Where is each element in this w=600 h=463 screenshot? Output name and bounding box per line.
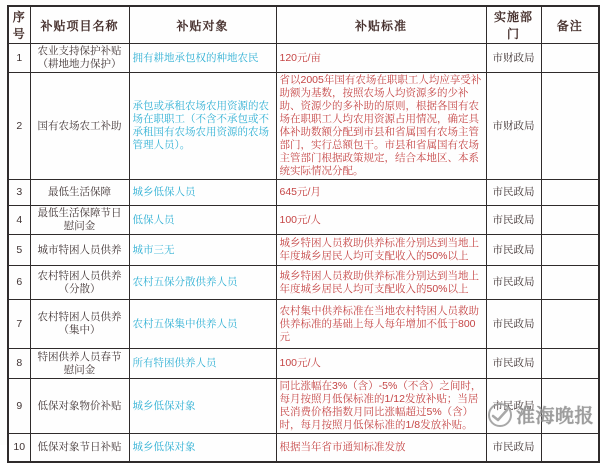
table-row bbox=[8, 434, 599, 462]
cell-project-name: 特困供养人员春节慰问金 bbox=[30, 349, 129, 379]
table-row bbox=[8, 73, 599, 180]
cell-no: 3 bbox=[8, 180, 30, 206]
col-header-project-name: 补贴项目名称 bbox=[30, 6, 129, 44]
cell-standard: 城乡特困人员救助供养标准分别达到当地上年度城乡居民人均可支配收入的50%以上 bbox=[276, 235, 486, 266]
col-header-department: 实施部门 bbox=[486, 6, 541, 44]
col-header-target: 补贴对象 bbox=[129, 6, 276, 44]
cell-standard: 根据当年省市通知标准发放 bbox=[276, 434, 486, 462]
cell-target: 低保人员 bbox=[129, 206, 276, 235]
table-row bbox=[8, 235, 599, 266]
cell-no: 6 bbox=[8, 266, 30, 300]
cell-target: 农村五保分散供养人员 bbox=[129, 266, 276, 300]
cell-note bbox=[541, 300, 599, 349]
cell-no: 5 bbox=[8, 235, 30, 266]
cell-no: 10 bbox=[8, 434, 30, 462]
cell-note bbox=[541, 180, 599, 206]
cell-department: 市民政局 bbox=[486, 180, 541, 206]
col-header-standard: 补贴标准 bbox=[276, 6, 486, 44]
cell-project-name: 低保对象物价补贴 bbox=[30, 379, 129, 434]
table-row bbox=[8, 300, 599, 349]
cell-project-name: 农村特困人员供养（集中） bbox=[30, 300, 129, 349]
table-row bbox=[8, 44, 599, 73]
cell-department: 市财政局 bbox=[486, 44, 541, 73]
col-header-no: 序号 bbox=[8, 6, 30, 44]
cell-no: 8 bbox=[8, 349, 30, 379]
cell-project-name: 农村特困人员供养（分散） bbox=[30, 266, 129, 300]
cell-standard: 城乡特困人员救助供养标准分别达到当地上年度城乡居民人均可支配收入的50%以上 bbox=[276, 266, 486, 300]
cell-note bbox=[541, 379, 599, 434]
cell-note bbox=[541, 266, 599, 300]
table-row bbox=[8, 266, 599, 300]
cell-standard: 省以2005年国有农场在职职工人均应享受补助额为基数，按照农场人均资源多的少补助、资源少的多补助的原则，根据各国有农场在职职工人均农用资源占用情况，确定具体补助数额分配到市县和省属国有农场主管部门，实行总额包干。市县和省属国有农场主管部门根据政策规定，结合本地区、本系统实际情况分配。 bbox=[276, 73, 486, 180]
cell-target: 农村五保集中供养人员 bbox=[129, 300, 276, 349]
cell-note bbox=[541, 349, 599, 379]
cell-project-name: 城市特困人员供养 bbox=[30, 235, 129, 266]
cell-standard: 同比涨幅在3%（含）-5%（不含）之间时，每月按照月低保标准的1/12发放补贴；当居民消费价格指数月同比涨幅超过5%（含）时，每月按照月低保标准的1/8发放补贴。 bbox=[276, 379, 486, 434]
cell-department: 市民政局 bbox=[486, 300, 541, 349]
cell-standard: 100元/人 bbox=[276, 349, 486, 379]
cell-no: 7 bbox=[8, 300, 30, 349]
cell-no: 9 bbox=[8, 379, 30, 434]
watermark-text: 淮海晚报 bbox=[516, 406, 595, 427]
cell-department: 市民政局 bbox=[486, 349, 541, 379]
table-row bbox=[8, 379, 599, 434]
subsidy-table bbox=[7, 5, 600, 463]
cell-department: 市财政局 bbox=[486, 73, 541, 180]
cell-note bbox=[541, 206, 599, 235]
cell-no: 1 bbox=[8, 44, 30, 73]
table-body bbox=[8, 44, 599, 462]
table-row bbox=[8, 206, 599, 235]
table-row bbox=[8, 180, 599, 206]
cell-department: 市民政局 bbox=[486, 379, 541, 434]
cell-target: 城乡低保对象 bbox=[129, 379, 276, 434]
cell-target: 所有特困供养人员 bbox=[129, 349, 276, 379]
table-row bbox=[8, 349, 599, 379]
cell-department: 市民政局 bbox=[486, 266, 541, 300]
cell-target: 拥有耕地承包权的种地农民 bbox=[129, 44, 276, 73]
cell-no: 4 bbox=[8, 206, 30, 235]
cell-project-name: 最低生活保障节日慰问金 bbox=[30, 206, 129, 235]
header-row bbox=[8, 6, 599, 44]
cell-project-name: 农业支持保护补贴（耕地地力保护） bbox=[30, 44, 129, 73]
cell-note bbox=[541, 235, 599, 266]
cell-department: 市民政局 bbox=[486, 434, 541, 462]
cell-standard: 100元/人 bbox=[276, 206, 486, 235]
cell-project-name: 低保对象节日补贴 bbox=[30, 434, 129, 462]
cell-no: 2 bbox=[8, 73, 30, 180]
cell-target: 城乡低保人员 bbox=[129, 180, 276, 206]
col-header-note: 备注 bbox=[541, 6, 599, 44]
cell-target: 承包或承租农场农用资源的农场在职职工（不含不承包或不承租国有农场农用资源的农场管理人员）。 bbox=[129, 73, 276, 180]
cell-standard: 645元/月 bbox=[276, 180, 486, 206]
cell-target: 城乡低保对象 bbox=[129, 434, 276, 462]
cell-department: 市民政局 bbox=[486, 235, 541, 266]
cell-standard: 120元/亩 bbox=[276, 44, 486, 73]
cell-project-name: 最低生活保障 bbox=[30, 180, 129, 206]
cell-note bbox=[541, 434, 599, 462]
cell-note bbox=[541, 73, 599, 180]
cell-department: 市民政局 bbox=[486, 206, 541, 235]
cell-note bbox=[541, 44, 599, 73]
cell-project-name: 国有农场农工补助 bbox=[30, 73, 129, 180]
cell-target: 城市三无 bbox=[129, 235, 276, 266]
cell-standard: 农村集中供养标准在当地农村特困人员救助供养标准的基础上每人每年增加不低于800 元 bbox=[276, 300, 486, 349]
